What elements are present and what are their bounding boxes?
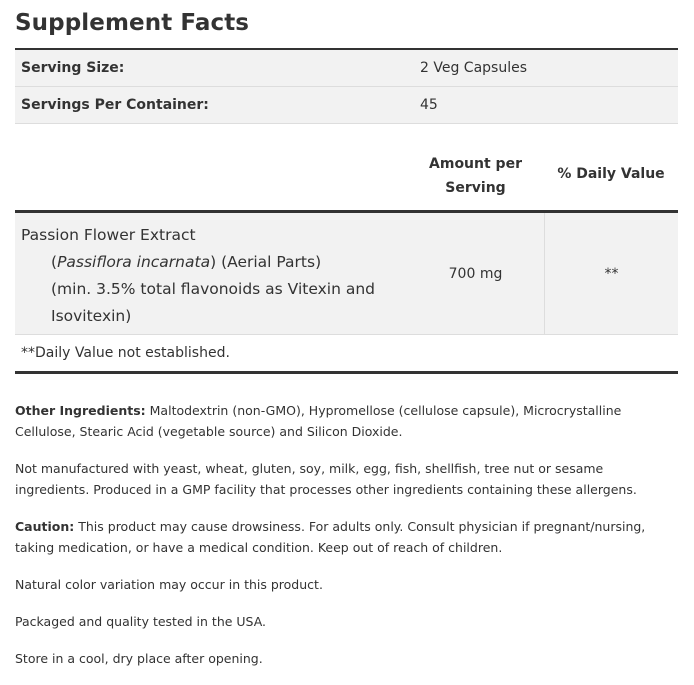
column-header-row: [15, 138, 678, 213]
ingredient-name: Passion Flower Extract: [21, 226, 196, 244]
ingredient-detail-line1: (min. 3.5% total flavonoids as Vitexin and: [51, 280, 375, 298]
caution-statement: [15, 516, 678, 558]
other-ingredients-text: Maltodextrin (non-GMO), Hypromellose (cellulose capsule), Microcrystalline Cellulose, Stearic Acid (vegetable source) and Silicon Dioxide.: [15, 403, 622, 439]
label-notes: [15, 400, 678, 669]
ingredient-description: [15, 213, 407, 334]
caution-label: Caution:: [15, 519, 75, 534]
serving-size-label: Serving Size:: [21, 60, 125, 76]
ingredient-latin-line: [21, 249, 407, 276]
facts-table: [15, 48, 678, 374]
servings-per-container-row: [15, 87, 678, 124]
amount-header-line1: Amount per: [429, 156, 522, 172]
servings-per-container-label: Servings Per Container:: [21, 97, 209, 113]
other-ingredients-label: Other Ingredients:: [15, 403, 146, 418]
caution-text: This product may cause drowsiness. For adults only. Consult physician if pregnant/nursing, taking medication, or have a medical condition. Keep out of reach of children.: [15, 519, 646, 555]
servings-per-container-value: 45: [420, 97, 438, 113]
ingredient-latin-name: Passiflora incarnata: [57, 253, 211, 271]
ingredient-daily-value: **: [544, 213, 678, 334]
amount-per-serving-header: [407, 148, 544, 200]
daily-value-header: % Daily Value: [557, 166, 665, 182]
serving-size-row: [15, 50, 678, 87]
ingredient-detail-line2: Isovitexin): [51, 307, 132, 325]
supplement-facts-panel: [15, 0, 678, 685]
latin-close: ) (Aerial Parts): [210, 253, 322, 271]
ingredient-row: [15, 213, 678, 335]
storage-note: Store in a cool, dry place after opening.: [15, 651, 263, 666]
ingredient-amount: 700 mg: [448, 265, 503, 282]
serving-size-value: 2 Veg Capsules: [420, 60, 528, 76]
latin-open: (: [51, 253, 58, 271]
color-variation-note: Natural color variation may occur in this product.: [15, 577, 323, 592]
allergen-statement: Not manufactured with yeast, wheat, gluten, soy, milk, egg, fish, shellfish, tree nut or sesame ingredients. Produced in a GMP facility that processes other ingredients containing these allergens.: [15, 461, 637, 497]
packaged-note: Packaged and quality tested in the USA.: [15, 614, 267, 629]
page-title: Supplement Facts: [15, 10, 250, 36]
other-ingredients: [15, 400, 678, 442]
amount-header-line2: Serving: [445, 180, 506, 196]
daily-value-note: **Daily Value not established.: [15, 335, 678, 374]
